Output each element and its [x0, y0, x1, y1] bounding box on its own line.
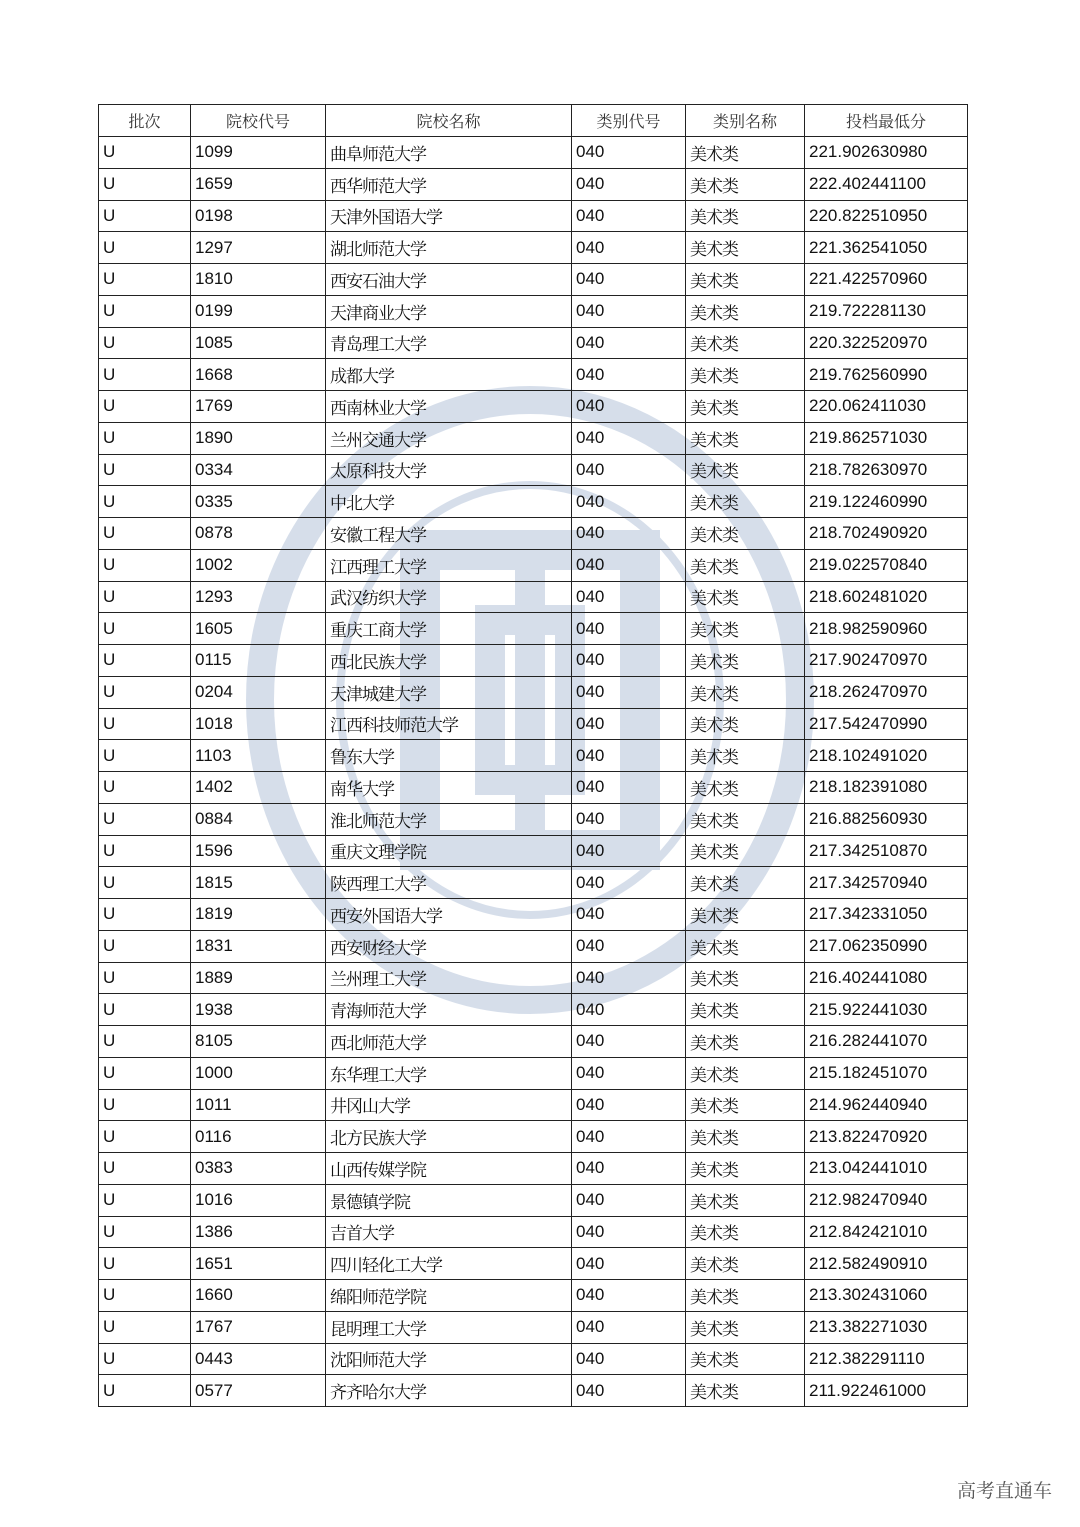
- cell-batch: U: [99, 581, 191, 613]
- cell-school-name: 北方民族大学: [326, 1121, 572, 1153]
- cell-school-name: 鲁东大学: [326, 740, 572, 772]
- cell-batch: U: [99, 867, 191, 899]
- table-row: [99, 295, 968, 327]
- cell-min-score: 220.062411030: [805, 391, 968, 423]
- cell-school-code: 0198: [191, 200, 326, 232]
- cell-min-score: 216.402441080: [805, 962, 968, 994]
- cell-batch: U: [99, 676, 191, 708]
- table-row: [99, 1343, 968, 1375]
- cell-school-code: 1831: [191, 930, 326, 962]
- cell-category-name: 美术类: [686, 581, 805, 613]
- table-row: [99, 708, 968, 740]
- cell-school-code: 1890: [191, 422, 326, 454]
- cell-category-code: 040: [572, 772, 686, 804]
- cell-school-code: 0116: [191, 1121, 326, 1153]
- cell-batch: U: [99, 168, 191, 200]
- cell-category-code: 040: [572, 486, 686, 518]
- cell-category-name: 美术类: [686, 1184, 805, 1216]
- cell-category-name: 美术类: [686, 518, 805, 550]
- table-row: [99, 486, 968, 518]
- cell-min-score: 219.762560990: [805, 359, 968, 391]
- cell-category-name: 美术类: [686, 137, 805, 169]
- cell-batch: U: [99, 930, 191, 962]
- table-header-row: [99, 105, 968, 137]
- cell-min-score: 218.782630970: [805, 454, 968, 486]
- cell-batch: U: [99, 645, 191, 677]
- cell-min-score: 218.982590960: [805, 613, 968, 645]
- cell-batch: U: [99, 740, 191, 772]
- cell-batch: U: [99, 772, 191, 804]
- cell-school-name: 青岛理工大学: [326, 327, 572, 359]
- table-row: [99, 930, 968, 962]
- table-row: [99, 1216, 968, 1248]
- cell-category-name: 美术类: [686, 835, 805, 867]
- cell-min-score: 212.842421010: [805, 1216, 968, 1248]
- cell-category-code: 040: [572, 1057, 686, 1089]
- cell-min-score: 218.102491020: [805, 740, 968, 772]
- cell-min-score: 219.122460990: [805, 486, 968, 518]
- cell-school-name: 西北民族大学: [326, 645, 572, 677]
- cell-school-code: 0577: [191, 1375, 326, 1407]
- cell-batch: U: [99, 200, 191, 232]
- cell-category-name: 美术类: [686, 1153, 805, 1185]
- cell-school-code: 1815: [191, 867, 326, 899]
- cell-category-code: 040: [572, 994, 686, 1026]
- cell-category-code: 040: [572, 1216, 686, 1248]
- cell-category-name: 美术类: [686, 867, 805, 899]
- cell-batch: U: [99, 1311, 191, 1343]
- cell-category-name: 美术类: [686, 1375, 805, 1407]
- cell-min-score: 213.822470920: [805, 1121, 968, 1153]
- cell-category-name: 美术类: [686, 454, 805, 486]
- cell-school-name: 淮北师范大学: [326, 803, 572, 835]
- cell-batch: U: [99, 137, 191, 169]
- cell-category-code: 040: [572, 549, 686, 581]
- cell-school-code: 1668: [191, 359, 326, 391]
- cell-batch: U: [99, 1248, 191, 1280]
- cell-school-code: 0115: [191, 645, 326, 677]
- cell-category-name: 美术类: [686, 295, 805, 327]
- table-row: [99, 1057, 968, 1089]
- cell-category-name: 美术类: [686, 422, 805, 454]
- cell-school-name: 天津外国语大学: [326, 200, 572, 232]
- table-row: [99, 232, 968, 264]
- cell-school-code: 1659: [191, 168, 326, 200]
- cell-min-score: 217.902470970: [805, 645, 968, 677]
- table-row: [99, 740, 968, 772]
- cell-category-name: 美术类: [686, 391, 805, 423]
- cell-min-score: 211.922461000: [805, 1375, 968, 1407]
- cell-school-code: 1810: [191, 264, 326, 296]
- cell-category-code: 040: [572, 327, 686, 359]
- cell-min-score: 217.062350990: [805, 930, 968, 962]
- cell-school-name: 昆明理工大学: [326, 1311, 572, 1343]
- cell-category-code: 040: [572, 1343, 686, 1375]
- table-row: [99, 1184, 968, 1216]
- cell-category-name: 美术类: [686, 327, 805, 359]
- cell-school-code: 1103: [191, 740, 326, 772]
- table-row: [99, 613, 968, 645]
- cell-batch: U: [99, 359, 191, 391]
- cell-min-score: 222.402441100: [805, 168, 968, 200]
- cell-school-name: 重庆文理学院: [326, 835, 572, 867]
- table-row: [99, 581, 968, 613]
- cell-batch: U: [99, 518, 191, 550]
- cell-min-score: 213.302431060: [805, 1280, 968, 1312]
- cell-school-code: 1085: [191, 327, 326, 359]
- cell-school-code: 1660: [191, 1280, 326, 1312]
- cell-school-name: 青海师范大学: [326, 994, 572, 1026]
- cell-category-name: 美术类: [686, 708, 805, 740]
- table-row: [99, 327, 968, 359]
- cell-category-name: 美术类: [686, 1280, 805, 1312]
- cell-min-score: 212.982470940: [805, 1184, 968, 1216]
- cell-batch: U: [99, 1216, 191, 1248]
- cell-school-code: 1099: [191, 137, 326, 169]
- cell-school-name: 天津商业大学: [326, 295, 572, 327]
- cell-batch: U: [99, 899, 191, 931]
- cell-batch: U: [99, 1026, 191, 1058]
- table-row: [99, 676, 968, 708]
- cell-category-code: 040: [572, 1280, 686, 1312]
- cell-category-name: 美术类: [686, 613, 805, 645]
- cell-category-code: 040: [572, 1026, 686, 1058]
- admission-score-table: [98, 104, 968, 1407]
- cell-school-name: 陕西理工大学: [326, 867, 572, 899]
- header-batch: 批次: [99, 105, 191, 137]
- cell-school-name: 山西传媒学院: [326, 1153, 572, 1185]
- cell-school-code: 1018: [191, 708, 326, 740]
- header-school-name: 院校名称: [326, 105, 572, 137]
- cell-school-code: 1016: [191, 1184, 326, 1216]
- cell-school-code: 0334: [191, 454, 326, 486]
- cell-school-code: 1002: [191, 549, 326, 581]
- cell-category-name: 美术类: [686, 264, 805, 296]
- cell-school-code: 0878: [191, 518, 326, 550]
- cell-school-code: 1596: [191, 835, 326, 867]
- cell-category-name: 美术类: [686, 359, 805, 391]
- cell-school-code: 1386: [191, 1216, 326, 1248]
- cell-school-code: 1297: [191, 232, 326, 264]
- table-row: [99, 422, 968, 454]
- cell-school-code: 1293: [191, 581, 326, 613]
- cell-school-name: 吉首大学: [326, 1216, 572, 1248]
- table-row: [99, 994, 968, 1026]
- table-row: [99, 962, 968, 994]
- cell-school-name: 江西科技师范大学: [326, 708, 572, 740]
- cell-batch: U: [99, 1375, 191, 1407]
- table-row: [99, 137, 968, 169]
- cell-category-name: 美术类: [686, 645, 805, 677]
- table-row: [99, 803, 968, 835]
- cell-school-code: 1938: [191, 994, 326, 1026]
- cell-school-name: 齐齐哈尔大学: [326, 1375, 572, 1407]
- cell-school-code: 1651: [191, 1248, 326, 1280]
- cell-category-code: 040: [572, 962, 686, 994]
- cell-category-code: 040: [572, 264, 686, 296]
- cell-min-score: 219.722281130: [805, 295, 968, 327]
- cell-min-score: 218.602481020: [805, 581, 968, 613]
- table-row: [99, 899, 968, 931]
- cell-min-score: 216.282441070: [805, 1026, 968, 1058]
- cell-school-code: 1769: [191, 391, 326, 423]
- cell-min-score: 215.182451070: [805, 1057, 968, 1089]
- cell-category-code: 040: [572, 1375, 686, 1407]
- cell-min-score: 212.582490910: [805, 1248, 968, 1280]
- cell-category-code: 040: [572, 454, 686, 486]
- cell-school-name: 南华大学: [326, 772, 572, 804]
- cell-school-name: 兰州交通大学: [326, 422, 572, 454]
- cell-batch: U: [99, 454, 191, 486]
- table-row: [99, 835, 968, 867]
- cell-category-code: 040: [572, 645, 686, 677]
- cell-batch: U: [99, 835, 191, 867]
- table-row: [99, 1153, 968, 1185]
- cell-category-code: 040: [572, 613, 686, 645]
- table-row: [99, 1121, 968, 1153]
- cell-school-code: 8105: [191, 1026, 326, 1058]
- cell-batch: U: [99, 486, 191, 518]
- header-school-code: 院校代号: [191, 105, 326, 137]
- cell-school-name: 中北大学: [326, 486, 572, 518]
- cell-school-code: 0335: [191, 486, 326, 518]
- cell-batch: U: [99, 1280, 191, 1312]
- cell-batch: U: [99, 1343, 191, 1375]
- cell-school-name: 西安石油大学: [326, 264, 572, 296]
- cell-batch: U: [99, 422, 191, 454]
- cell-school-name: 西北师范大学: [326, 1026, 572, 1058]
- cell-category-name: 美术类: [686, 994, 805, 1026]
- cell-school-name: 东华理工大学: [326, 1057, 572, 1089]
- table-row: [99, 518, 968, 550]
- cell-category-code: 040: [572, 1089, 686, 1121]
- cell-school-code: 1402: [191, 772, 326, 804]
- cell-batch: U: [99, 1089, 191, 1121]
- cell-min-score: 221.362541050: [805, 232, 968, 264]
- cell-category-code: 040: [572, 708, 686, 740]
- cell-min-score: 217.342510870: [805, 835, 968, 867]
- cell-category-code: 040: [572, 232, 686, 264]
- table-row: [99, 454, 968, 486]
- cell-min-score: 216.882560930: [805, 803, 968, 835]
- cell-category-code: 040: [572, 899, 686, 931]
- cell-batch: U: [99, 994, 191, 1026]
- table-row: [99, 1375, 968, 1407]
- cell-category-code: 040: [572, 295, 686, 327]
- cell-category-name: 美术类: [686, 1216, 805, 1248]
- cell-school-name: 景德镇学院: [326, 1184, 572, 1216]
- cell-category-code: 040: [572, 1184, 686, 1216]
- cell-min-score: 213.042441010: [805, 1153, 968, 1185]
- cell-batch: U: [99, 264, 191, 296]
- cell-school-code: 0383: [191, 1153, 326, 1185]
- cell-batch: U: [99, 295, 191, 327]
- cell-category-code: 040: [572, 137, 686, 169]
- cell-category-name: 美术类: [686, 232, 805, 264]
- cell-school-name: 沈阳师范大学: [326, 1343, 572, 1375]
- cell-school-code: 0443: [191, 1343, 326, 1375]
- table-row: [99, 391, 968, 423]
- cell-category-name: 美术类: [686, 1311, 805, 1343]
- cell-batch: U: [99, 1153, 191, 1185]
- cell-min-score: 214.962440940: [805, 1089, 968, 1121]
- cell-batch: U: [99, 1057, 191, 1089]
- cell-min-score: 221.422570960: [805, 264, 968, 296]
- table-row: [99, 1026, 968, 1058]
- cell-category-name: 美术类: [686, 168, 805, 200]
- cell-category-code: 040: [572, 803, 686, 835]
- table-row: [99, 1248, 968, 1280]
- header-category-code: 类别代号: [572, 105, 686, 137]
- table-row: [99, 772, 968, 804]
- cell-batch: U: [99, 391, 191, 423]
- cell-school-name: 四川轻化工大学: [326, 1248, 572, 1280]
- cell-category-code: 040: [572, 1121, 686, 1153]
- cell-school-name: 安徽工程大学: [326, 518, 572, 550]
- table-row: [99, 200, 968, 232]
- cell-school-name: 武汉纺织大学: [326, 581, 572, 613]
- table-row: [99, 645, 968, 677]
- cell-batch: U: [99, 1121, 191, 1153]
- cell-school-name: 西华师范大学: [326, 168, 572, 200]
- cell-min-score: 221.902630980: [805, 137, 968, 169]
- cell-school-name: 曲阜师范大学: [326, 137, 572, 169]
- cell-category-name: 美术类: [686, 772, 805, 804]
- cell-category-name: 美术类: [686, 1089, 805, 1121]
- cell-category-code: 040: [572, 740, 686, 772]
- cell-min-score: 217.342570940: [805, 867, 968, 899]
- table-row: [99, 1280, 968, 1312]
- cell-school-code: 1819: [191, 899, 326, 931]
- cell-min-score: 218.182391080: [805, 772, 968, 804]
- cell-school-code: 0204: [191, 676, 326, 708]
- cell-min-score: 219.862571030: [805, 422, 968, 454]
- cell-min-score: 220.822510950: [805, 200, 968, 232]
- cell-min-score: 217.342331050: [805, 899, 968, 931]
- cell-school-code: 1011: [191, 1089, 326, 1121]
- cell-category-code: 040: [572, 518, 686, 550]
- cell-school-name: 西安财经大学: [326, 930, 572, 962]
- cell-category-code: 040: [572, 1153, 686, 1185]
- cell-category-code: 040: [572, 1248, 686, 1280]
- cell-school-code: 1605: [191, 613, 326, 645]
- table-row: [99, 549, 968, 581]
- cell-category-name: 美术类: [686, 740, 805, 772]
- cell-batch: U: [99, 327, 191, 359]
- cell-category-code: 040: [572, 930, 686, 962]
- header-min-score: 投档最低分: [805, 105, 968, 137]
- cell-category-code: 040: [572, 391, 686, 423]
- cell-school-name: 西安外国语大学: [326, 899, 572, 931]
- cell-category-code: 040: [572, 581, 686, 613]
- cell-min-score: 212.382291110: [805, 1343, 968, 1375]
- cell-min-score: 213.382271030: [805, 1311, 968, 1343]
- cell-school-code: 0199: [191, 295, 326, 327]
- table-row: [99, 264, 968, 296]
- cell-category-name: 美术类: [686, 1248, 805, 1280]
- cell-school-code: 1889: [191, 962, 326, 994]
- table-row: [99, 168, 968, 200]
- cell-category-code: 040: [572, 867, 686, 899]
- table-row: [99, 359, 968, 391]
- cell-category-name: 美术类: [686, 486, 805, 518]
- cell-category-name: 美术类: [686, 899, 805, 931]
- table-row: [99, 1089, 968, 1121]
- cell-min-score: 218.702490920: [805, 518, 968, 550]
- cell-batch: U: [99, 962, 191, 994]
- cell-category-name: 美术类: [686, 962, 805, 994]
- table-row: [99, 867, 968, 899]
- cell-school-name: 井冈山大学: [326, 1089, 572, 1121]
- cell-school-name: 太原科技大学: [326, 454, 572, 486]
- cell-batch: U: [99, 613, 191, 645]
- cell-min-score: 220.322520970: [805, 327, 968, 359]
- cell-batch: U: [99, 803, 191, 835]
- cell-school-code: 0884: [191, 803, 326, 835]
- cell-category-code: 040: [572, 168, 686, 200]
- cell-min-score: 218.262470970: [805, 676, 968, 708]
- cell-category-name: 美术类: [686, 1026, 805, 1058]
- cell-category-name: 美术类: [686, 803, 805, 835]
- cell-category-code: 040: [572, 1311, 686, 1343]
- cell-category-name: 美术类: [686, 1121, 805, 1153]
- cell-school-name: 西南林业大学: [326, 391, 572, 423]
- cell-school-name: 重庆工商大学: [326, 613, 572, 645]
- cell-category-code: 040: [572, 422, 686, 454]
- cell-category-code: 040: [572, 835, 686, 867]
- cell-category-code: 040: [572, 676, 686, 708]
- source-label: 高考直通车: [956, 1480, 1052, 1502]
- cell-category-name: 美术类: [686, 1343, 805, 1375]
- cell-school-name: 江西理工大学: [326, 549, 572, 581]
- cell-category-name: 美术类: [686, 549, 805, 581]
- cell-batch: U: [99, 232, 191, 264]
- cell-category-name: 美术类: [686, 676, 805, 708]
- cell-batch: U: [99, 1184, 191, 1216]
- cell-min-score: 215.922441030: [805, 994, 968, 1026]
- cell-min-score: 219.022570840: [805, 549, 968, 581]
- cell-category-name: 美术类: [686, 200, 805, 232]
- cell-min-score: 217.542470990: [805, 708, 968, 740]
- cell-school-name: 绵阳师范学院: [326, 1280, 572, 1312]
- cell-batch: U: [99, 708, 191, 740]
- cell-school-name: 天津城建大学: [326, 676, 572, 708]
- cell-school-code: 1767: [191, 1311, 326, 1343]
- cell-category-name: 美术类: [686, 1057, 805, 1089]
- cell-category-name: 美术类: [686, 930, 805, 962]
- table-row: [99, 1311, 968, 1343]
- cell-school-name: 兰州理工大学: [326, 962, 572, 994]
- cell-category-code: 040: [572, 359, 686, 391]
- cell-school-code: 1000: [191, 1057, 326, 1089]
- cell-school-name: 湖北师范大学: [326, 232, 572, 264]
- cell-batch: U: [99, 549, 191, 581]
- cell-category-code: 040: [572, 200, 686, 232]
- header-category-name: 类别名称: [686, 105, 805, 137]
- cell-school-name: 成都大学: [326, 359, 572, 391]
